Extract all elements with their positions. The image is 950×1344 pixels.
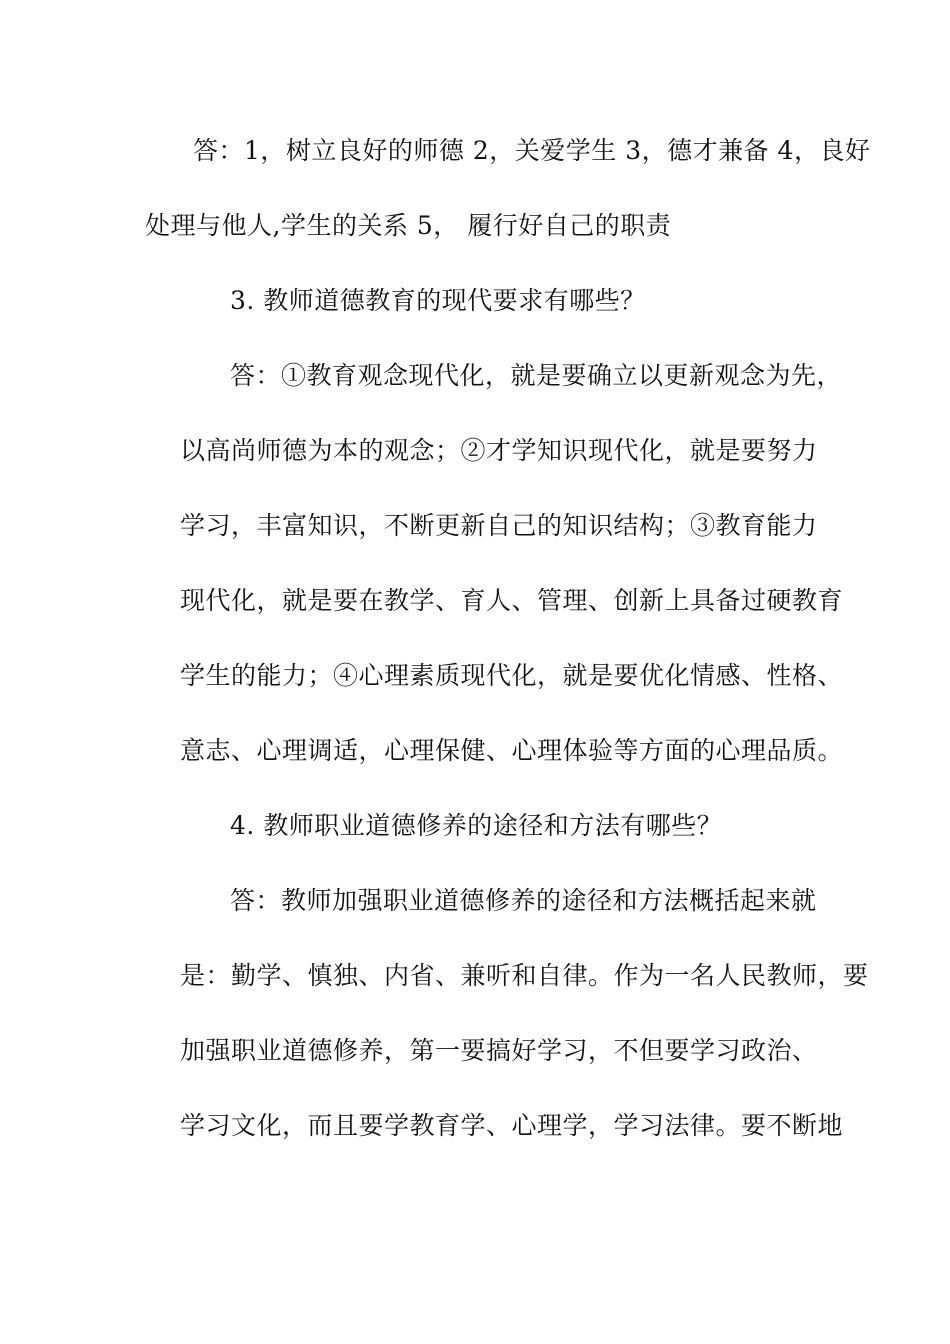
answer-3-line-3: 学习，丰富知识，不断更新自己的知识结构；③教育能力 xyxy=(180,511,818,540)
answer-3-line-1: 答：①教育观念现代化，就是要确立以更新观念为先， xyxy=(230,361,843,390)
question-3: 3. 教师道德教育的现代要求有哪些？ xyxy=(230,286,646,315)
question-4: 4. 教师职业道德修养的途径和方法有哪些？ xyxy=(230,811,723,840)
answer-4-line-3: 加强职业道德修养，第一要搞好学习，不但要学习政治、 xyxy=(180,1036,818,1065)
answer-3-line-2: 以高尚师德为本的观念；②才学知识现代化，就是要努力 xyxy=(180,436,818,465)
answer-2-line-2: 处理与他人,学生的关系 5， 履行好自己的职责 xyxy=(145,211,672,240)
answer-3-line-5: 学生的能力；④心理素质现代化，就是要优化情感、性格、 xyxy=(180,661,844,690)
answer-4-line-4: 学习文化，而且要学教育学、心理学，学习法律。要不断地 xyxy=(180,1111,844,1140)
answer-4-line-2: 是：勤学、慎独、内省、兼听和自律。作为一名人民教师，要 xyxy=(180,961,869,990)
answer-3-line-6: 意志、心理调适，心理保健、心理体验等方面的心理品质。 xyxy=(180,736,844,765)
answer-4-line-1: 答：教师加强职业道德修养的途径和方法概括起来就 xyxy=(230,886,817,915)
answer-3-line-4: 现代化，就是要在教学、育人、管理、创新上具备过硬教育 xyxy=(180,586,844,615)
answer-2-line-1: 答：1，树立良好的师德 2，关爱学生 3，德才兼备 4，良好 xyxy=(193,136,871,165)
